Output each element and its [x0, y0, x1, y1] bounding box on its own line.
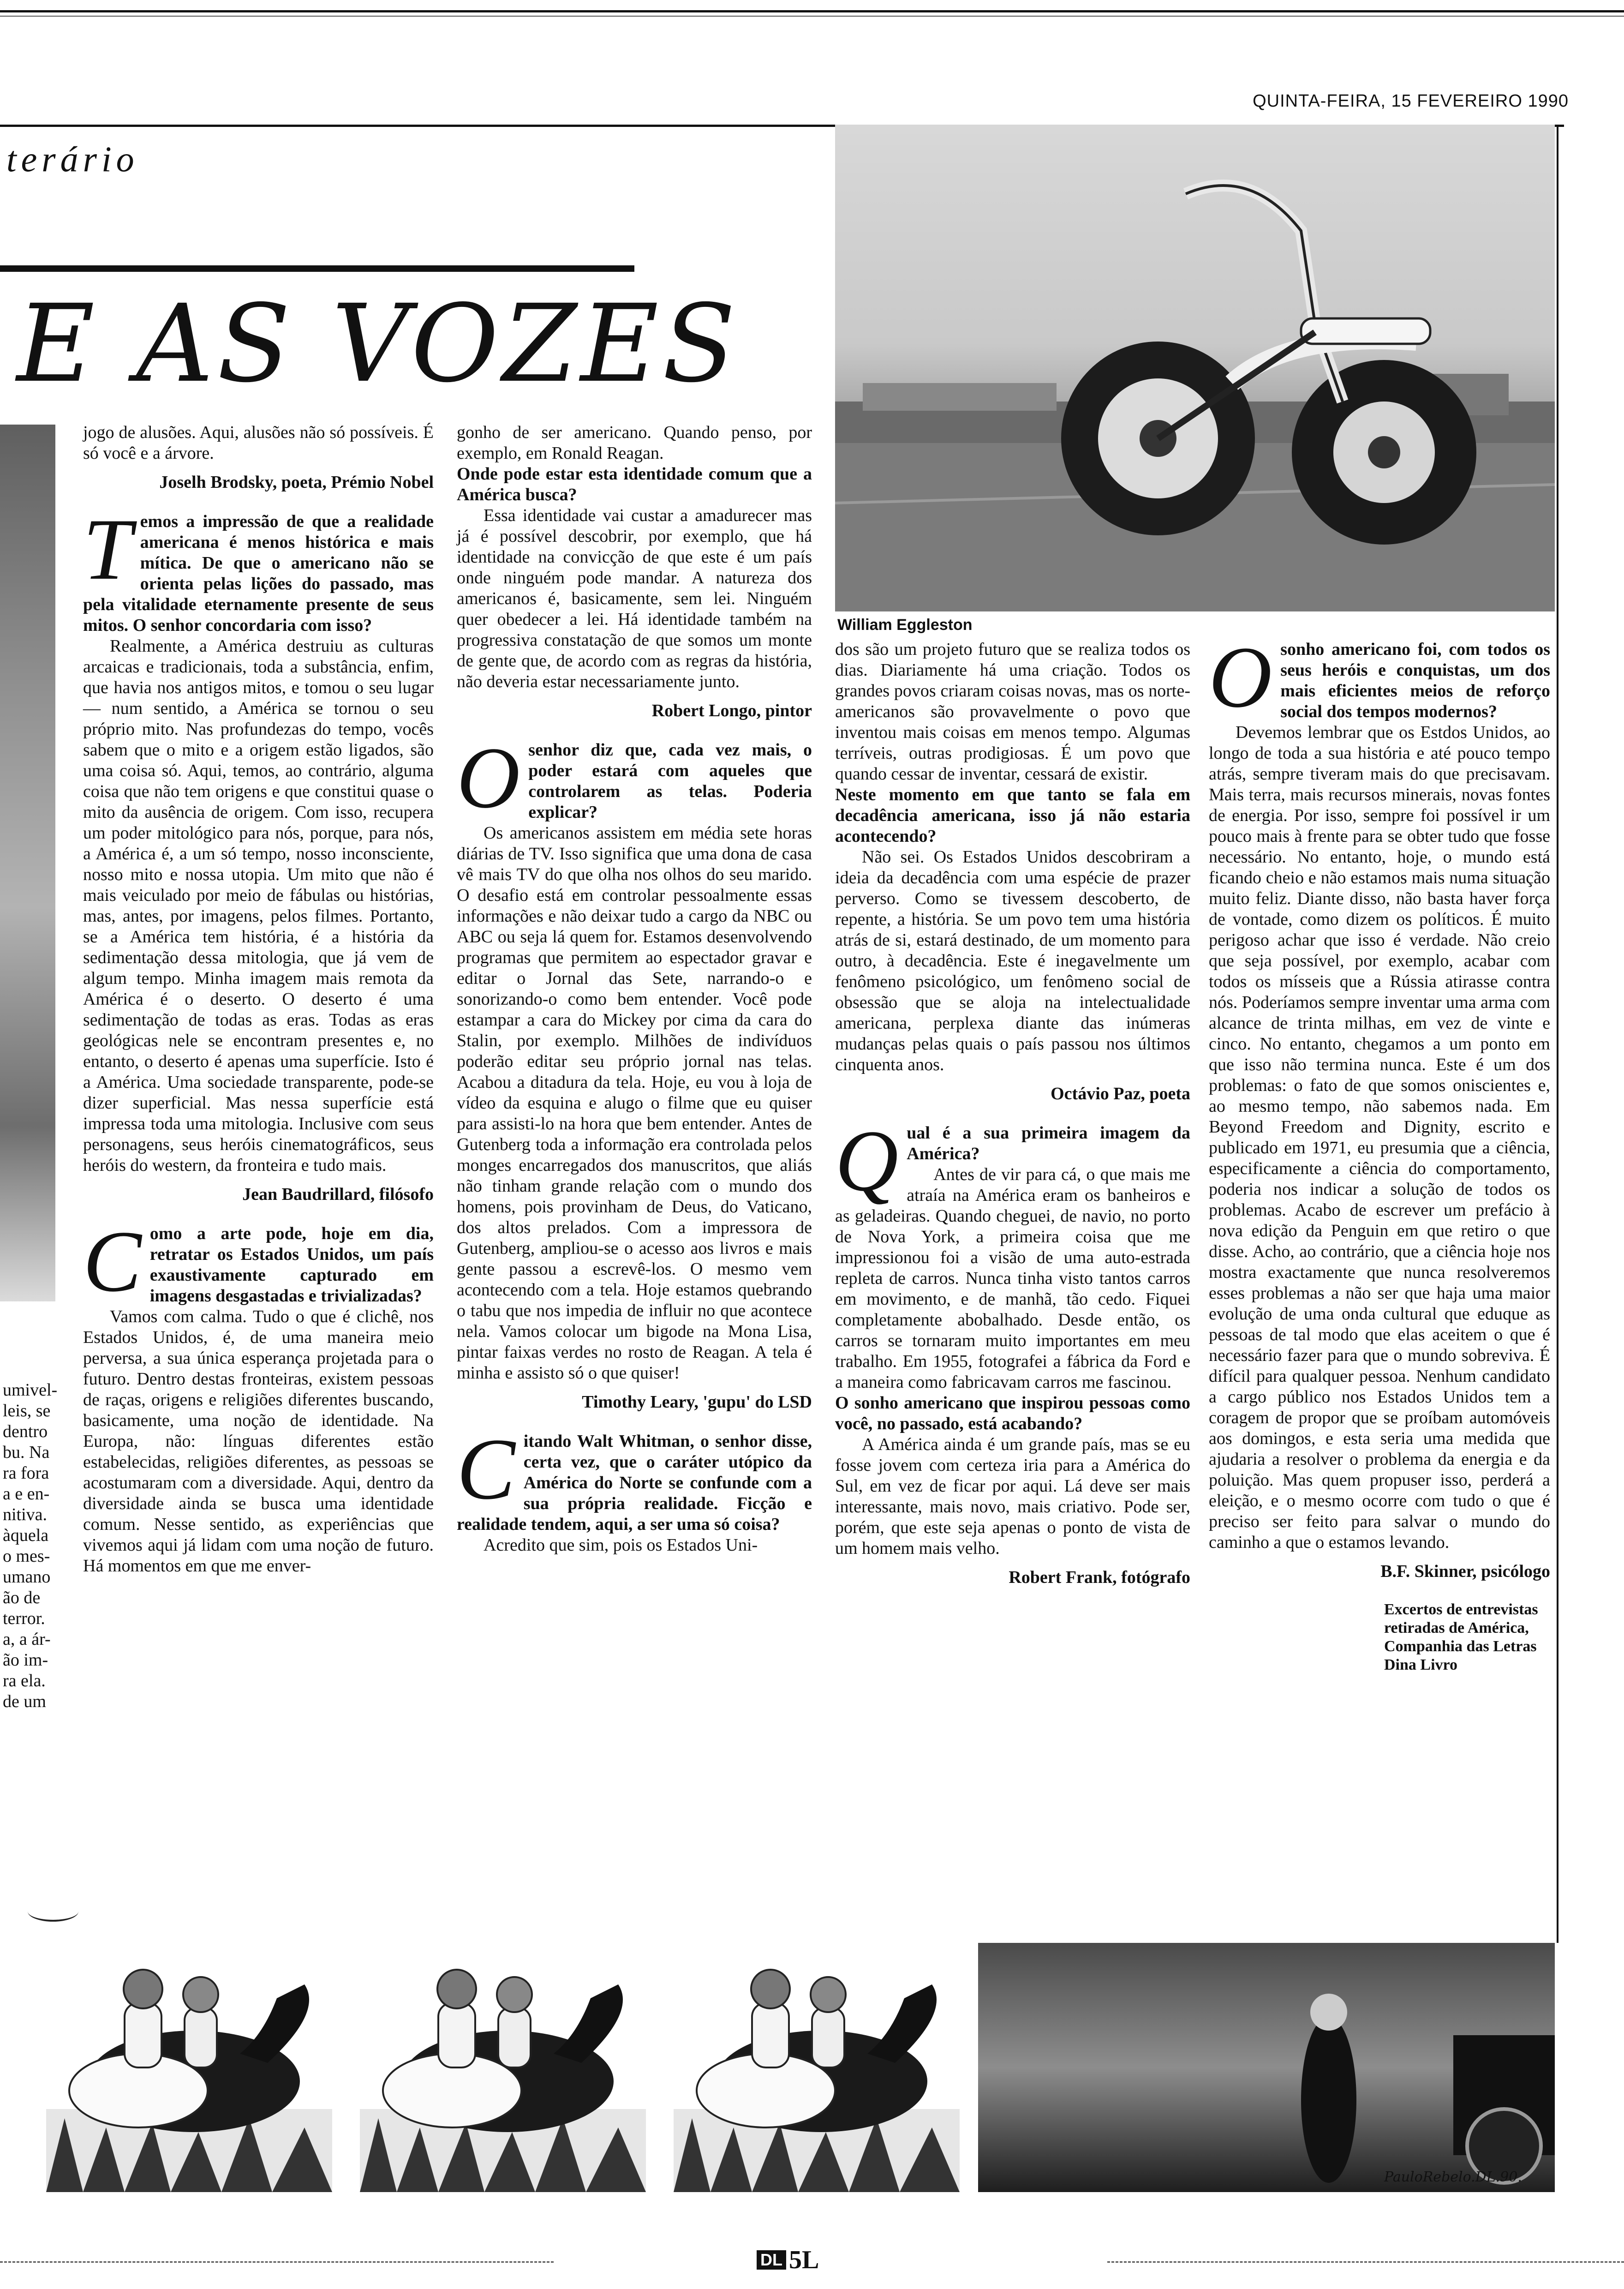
- section-title: terário: [6, 139, 139, 179]
- longo-signature: Robert Longo, pintor: [651, 701, 812, 720]
- leary-signature: Timothy Leary, 'gupu' do LSD: [582, 1392, 812, 1412]
- interview-answer: Não sei. Os Estados Unidos descobriram a ideia da decadência com uma espécie de prazer perverso. Como se tivessem descoberto, de repente, a história. Se um povo tem uma história atrás de si, estará destinado, de um momento para outro, à decadência. Este é inegavelmente um fenômeno psicológico, um fenômeno social de obsessão que se aloja na intelectualidade americana, perplexa diante das inúmeras mudanças pelas quais o país passou nos últimos cinquenta anos.: [835, 847, 1190, 1074]
- excerpt-credits: [1384, 1600, 1550, 1674]
- interview-question: Osonho americano foi, com todos os seus heróis e conquistas, um dos mais eficientes meios de reforço social dos tempos modernos?: [1209, 629, 1550, 726]
- interview-question: Onde pode estar esta identidade comum que a América busca?: [457, 464, 812, 504]
- fragment-line: umivel-: [3, 1380, 58, 1400]
- drop-cap: C: [457, 1421, 515, 1518]
- fragment-line: ão im-: [3, 1650, 48, 1670]
- interview-answer: Vamos com calma. Tudo o que é clichê, nos Estados Unidos, é, de uma maneira meio perversa, a sua única esperança projetada para o futuro. Dentro destas fronteiras, existem pessoas de raças, origens e religiões diferentes buscando, basicamente, uma noção de identidade. Na Europa, não: línguas diferentes estão estabelecidas, religiões diferentes, as pessoas se acostumaram com a diversidade. Aqui, dentro da diversidade ainda se busca uma identidade comum. Nesse sentido, as experiências que vivemos aqui já lidam com uma noção de futuro. Há momentos em que me enver-: [83, 1307, 434, 1576]
- credit-line: Dina Livro: [1384, 1656, 1458, 1673]
- horse-rider-group: [46, 1970, 332, 2192]
- fragment-line: a e en-: [3, 1484, 50, 1504]
- intro-text: jogo de alusões. Aqui, alusões não só possíveis. É só você e a árvore.: [83, 423, 434, 463]
- page-number: 5L: [789, 2246, 819, 2274]
- frank-signature: Robert Frank, fotógrafo: [1009, 1568, 1190, 1587]
- drop-cap: C: [83, 1213, 142, 1310]
- continued-text: dos são um projeto futuro que se realiza todos os dias. Diariamente há uma criação. Todos os grandes povos criaram coisas novas, mas os norte-americanos são provavelmente o povo que inventou mais coisas em menos tempo. Algumas terríveis, outras prodigiosas. É um povo que quando cessar de inventar, cessará de existir.: [835, 640, 1190, 784]
- fragment-line: leis, se: [3, 1401, 51, 1420]
- interview-answer: Os americanos assistem em média sete horas diárias de TV. Isso significa que uma dona de casa vê mais TV do que olha nos olhos do seu marido. O desafio está em controlar pessoalmente essas informações e não deixar tudo a cargo da NBC ou ABC ou seja lá quem for. Estamos desenvolvendo programas que permitem ao espectador gravar e editar o Jornal das Sete, narrando-o e sonorizando-o como bem entender. Você pode estampar a cara do Mickey por cima da cara do Stalin, por exemplo. Milhões de indivíduos poderão editar seu próprio jornal nas telas. Acabou a ditadura da tela. Hoje, eu vou à loja de vídeo da esquina e alugo o filme que eu quiser para assisti-lo na hora que bem entender. Antes de Gutenberg toda a informação era controlada pelos monges encarregados dos manuscritos, que aliás não tinham grande relação com o mundo dos homens, pois provinham de Deus, do Vaticano, dos altos prelados. Com a impressora de Gutenberg, ampliou-se o acesso aos livros e mais gente passou a escrevê-los. O mesmo vem acontecendo com a tela. Hoje estamos quebrando o tabu que nos impedia de influir no que acontece nela. Vamos colocar um bigode na Mona Lisa, pintar faixas verdes no rosto de Reagan. A tela é minha e assisto só o que quiser!: [457, 823, 812, 1383]
- horse-rider-group: [674, 1970, 960, 2192]
- top-rule-thin: [0, 16, 1624, 17]
- fragment-line: o mes-: [3, 1546, 50, 1566]
- interview-answer: Realmente, a América destruiu as culturas arcaicas e tradicionais, toda a substância, enfim, que havia nos antigos mitos, e tomou o seu lugar — num sentido, a América se tornou o seu próprio mito. Nas profundezas do tempo, vocês sabem que o mito e a origem estão ligados, são uma coisa só. Aqui, temos, ao contrário, alguma coisa que não tem origens e que constitui quase o mito da ausência de origem. Com isso, recupera um poder mitológico para nós, porque, para nós, a América é, a um só tempo, nosso inconsciente, nosso mito e nossa utopia. Um mito que não é mais veiculado por meio de fábulas ou histórias, mas, antes, por imagens, pelos filmes. Portanto, se a América tem história, é a história da sedimentação dessa mitologia, que já vem de algum tempo. Minha imagem mais remota da América é o deserto. O deserto é uma sedimentação de todas as eras. Todas as eras geológicas nele se encontram presentes e, no entanto, o deserto é apenas uma superfície. Isto é a América. Uma sociedade transparente, pode-se dizer superficial. Mas nessa superfície está impressa toda uma mitologia. Inclusive com seus personagens, seus heróis cinematográficos, seus heróis do western, da fronteira e tudo mais.: [83, 636, 434, 1175]
- drop-cap: O: [1209, 629, 1272, 726]
- column-1: [83, 422, 434, 1576]
- fragment-line: bu. Na: [3, 1443, 50, 1462]
- fragment-line: ra ela.: [3, 1671, 46, 1690]
- fragment-line: àquela: [3, 1526, 49, 1545]
- fragment-line: umano: [3, 1567, 51, 1587]
- drop-cap: Q: [835, 1113, 899, 1210]
- dl-logo-icon: DL: [757, 2250, 786, 2270]
- tricycle-photo-credit: William Eggleston: [837, 616, 973, 634]
- fragment-line: de um: [3, 1692, 46, 1711]
- artist-signature: PauloRebelo.DL.90.: [1384, 2169, 1522, 2185]
- interview-question: O sonho americano que inspirou pessoas como você, no passado, está acabando?: [835, 1393, 1190, 1433]
- fragment-line: ão de: [3, 1588, 41, 1607]
- brodsky-signature: Joselh Brodsky, poeta, Prémio Nobel: [159, 473, 434, 492]
- top-rule: [0, 10, 1624, 12]
- footer-dashes-left: [0, 2261, 554, 2263]
- continued-text: gonho de ser americano. Quando penso, por exemplo, em Ronald Reagan.: [457, 423, 812, 463]
- interview-question: Citando Walt Whitman, o senhor disse, certa vez, que o caráter utópico da América do Norte se confunde com a sua própria realidade. Ficção e realidade tendem, aqui, a ser uma só coisa?: [457, 1421, 812, 1534]
- column-4: [1209, 629, 1550, 1674]
- baudrillard-signature: Jean Baudrillard, filósofo: [242, 1185, 434, 1204]
- fragment-line: nitiva.: [3, 1505, 48, 1524]
- interview-question: Neste momento em que tanto se fala em decadência americana, isso já não estaria acontecendo?: [835, 785, 1190, 846]
- credit-line: Companhia das Letras: [1384, 1638, 1537, 1655]
- interview-answer: Essa identidade vai custar a amadurecer mas já é possível descobrir, por exemplo, que há identidade na convicção de que este é um país onde ninguém pode mandar. A natureza dos americanos é, basicamente, sem lei. Ninguém quer obedecer a lei. Há identidade também na progressiva constatação de que somos um monte de gente que, de acordo com as regras da história, não deveria estar necessariamente junto.: [457, 506, 812, 691]
- drop-cap: O: [457, 730, 520, 827]
- drop-cap: T: [83, 501, 132, 598]
- fragment-line: a, a ár-: [3, 1630, 51, 1649]
- interview-question: Temos a impressão de que a realidade americana é menos histórica e mais mítica. De que o americano não se orienta pelas lições do passado, mas pela vitalidade eternamente presente de seus mitos. O senhor concordaria com isso?: [83, 501, 434, 635]
- footer-logo: [757, 2246, 819, 2274]
- interview-answer: Devemos lembrar que os Estdos Unidos, ao longo de toda a sua história e até pouco tempo atrás, sempre tiveram mais do que precisavam. Mais terra, mais recursos minerais, novas fontes de energia. Por isso, sempre foi possível ir um pouco mais à frente para se obter tudo que fosse necessário. No entanto, hoje, o mundo está ficando cheio e não estamos mais numa situação muito feliz. Diante disso, não basta haver força de vontade, como dizem os políticos. É muito perigoso achar que isso é verdade. Não creio que seja possível, por exemplo, acabar com todos os mísseis que a Rússia atirasse contra nós. Poderíamos sempre inventar uma arma com alcance de trinta milhas, em vez de vinte e cinco. No entanto, chegamos a um ponto em que isso não termina nunca. Este é um dos problemas: o fato de que somos oniscientes e, ao mesmo tempo, não sabemos nada. Em Beyond Freedom and Dignity, escrito e publicado em 1971, eu presumia que a ciência, especificamente a ciência do comportamento, poderia nos indicar a solução de todos os problemas. Acabo de escrever um prefácio à nova edição da Penguin em que retiro o que disse. Acho, ao contrário, que a ciência hoje nos mostra exactamente que nunca resolveremos esses problemas a não ser que haja uma maior evolução de uma onda cultural que eduque as pessoas de tal modo que elas aceitem o que é necessário fazer para que o mundo sobreviva. É difícil para qualquer pessoa. Nenhum candidato a cargo público nos Estados Unidos tem a coragem de propor que se proíbam automóveis aos domingos, e esta seria uma medida que ajudaria a resolver o problema da energia e da poluição. Mas quem propuser isso, perderá a eleição, e o mesmo ocorre com tudo o que é preciso ser feito para salvar o mundo do caminho a que o estamos levando.: [1209, 723, 1550, 1552]
- right-border: [1557, 125, 1558, 1943]
- interview-question: Qual é a sua primeira imagem da América?: [835, 1113, 1190, 1210]
- interview-answer: A América ainda é um grande país, mas se eu fosse jovem com certeza iria para a América do Sul, em vez de ficar por aqui. Lá deve ser mais interessante, mais novo, mais criativo. Pode ser, porém, que este seja apenas o ponto de vista de um homem mais velho.: [835, 1435, 1190, 1558]
- credit-line: retiradas de América,: [1384, 1619, 1529, 1636]
- left-fragment-photo: [0, 425, 55, 1301]
- footer-dashes: [1107, 2261, 1624, 2263]
- left-fragment-mark: [28, 1901, 78, 1922]
- page-date: QUINTA-FEIRA, 15 FEVEREIRO 1990: [1253, 91, 1569, 111]
- interview-question: Osenhor diz que, cada vez mais, o poder estará com aqueles que controlarem as telas. Poderia explicar?: [457, 730, 812, 827]
- headline-rule: [0, 265, 634, 272]
- fragment-line: ra fora: [3, 1463, 49, 1483]
- interview-answer: Antes de vir para cá, o que mais me atraía na América eram os banheiros e as geladeiras. Quando cheguei, de navio, no porto de Nova York, a primeira coisa que me impressionou foi a visão de uma auto-estrada repleta de carros. Nunca tinha visto tantos carros em movimento, e de manhã, tão cedo. Fiquei completamente abobalhado. Desde então, os carros se tornaram muito importantes em meu trabalho. Em 1955, fotografei a fábrica da Ford e a maneira como fabricavam carros me fascinou.: [835, 1165, 1190, 1392]
- illustration-strip: [0, 1943, 1555, 2192]
- column-3: [835, 639, 1190, 1606]
- headline: E AS VOZES: [17, 282, 740, 406]
- credit-line: Excertos de entrevistas: [1384, 1601, 1538, 1618]
- paz-signature: Octávio Paz, poeta: [1051, 1084, 1190, 1103]
- fragment-line: terror.: [3, 1609, 45, 1628]
- horse-rider-group: [360, 1970, 646, 2192]
- jockeys-horses-illustration: [0, 1943, 1555, 2192]
- interview-answer: Acredito que sim, pois os Estados Uni-: [484, 1535, 758, 1555]
- fragment-line: dentro: [3, 1422, 48, 1441]
- tricycle-icon: [835, 125, 1555, 611]
- tricycle-photo: [835, 125, 1555, 611]
- left-fragment-text: [3, 1380, 63, 1712]
- interview-question: Como a arte pode, hoje em dia, retratar os Estados Unidos, um país exaustivamente capturado em imagens desgastadas e trivializadas?: [83, 1213, 434, 1310]
- column-2: [457, 422, 812, 1556]
- skinner-signature: B.F. Skinner, psicólogo: [1380, 1562, 1550, 1581]
